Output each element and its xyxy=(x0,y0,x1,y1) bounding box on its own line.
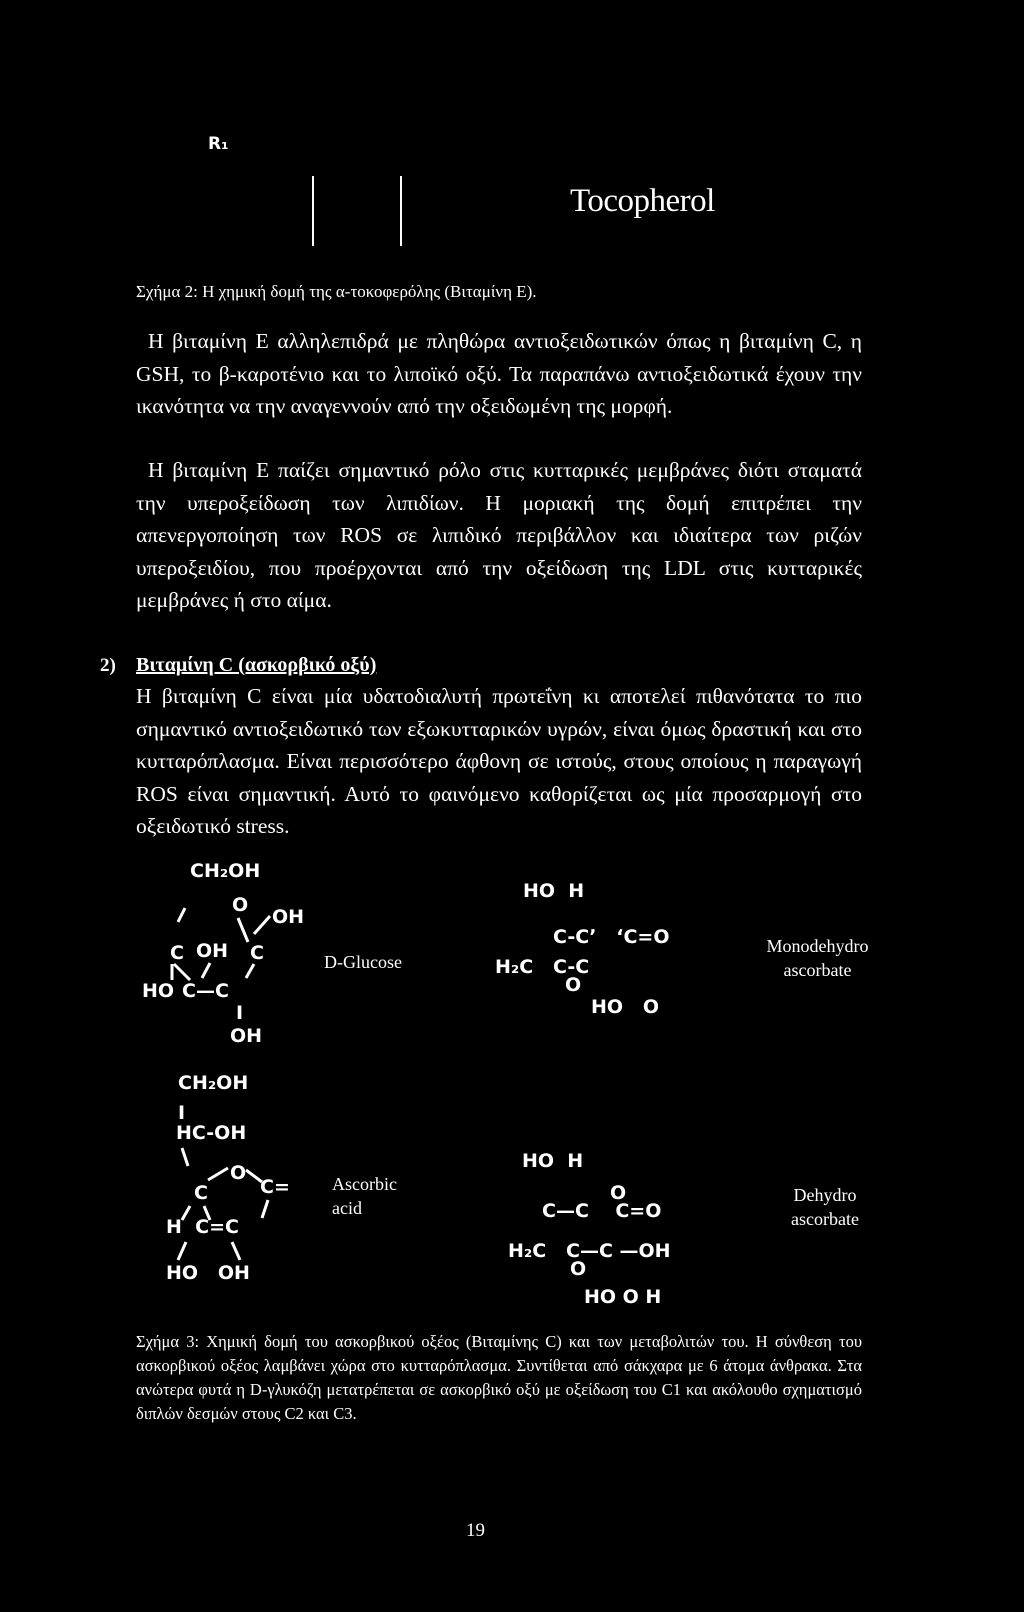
dehydro-structure xyxy=(498,1150,738,1310)
dehydro-row2: H₂C C—C —OH xyxy=(508,1240,671,1262)
glucose-oh-mid: OH xyxy=(196,940,229,962)
paragraph-vitamin-e-interactions: Η βιταμίνη Ε αλληλεπιδρά με πληθώρα αντιοξειδωτικών όπως η βιταμίνη C, η GSH, το β-καροτένιο και το λιποϊκό οξύ. Τα παραπάνω αντιοξειδωτικά έχουν την ικανότητα να την αναγεννούν από την οξειδωμένη της μορφή. xyxy=(136,329,862,418)
glucose-oh-top: OH xyxy=(272,906,305,928)
r1-label: R₁ xyxy=(208,134,229,154)
ascorbic-h-c-c: H C=C xyxy=(166,1216,239,1238)
section-heading: Βιταμίνη C (ασκορβικό οξύ) xyxy=(136,654,377,676)
ascorbic-i: I xyxy=(178,1102,186,1124)
monodehydro-row3: HO O xyxy=(591,996,660,1018)
monodehydro-structure xyxy=(495,880,725,1030)
monodehydro-name-line2: ascorbate xyxy=(783,960,852,980)
ascorbic-ho-oh: HO OH xyxy=(166,1262,250,1284)
structure-line-left xyxy=(312,176,314,246)
ascorbic-ch2oh: CH₂OH xyxy=(178,1072,249,1094)
glucose-oh-bottom: OH xyxy=(230,1025,263,1047)
dehydro-row3: HO O H xyxy=(584,1286,662,1308)
section-number: 2) xyxy=(100,655,116,676)
dehydro-name xyxy=(760,1183,890,1231)
dehydro-o: O xyxy=(610,1182,627,1204)
glucose-ho: HO xyxy=(142,980,175,1002)
glucose-c-low: C—C xyxy=(182,980,229,1002)
monodehydro-row1: C-Cʼ ʻC=O xyxy=(553,926,670,948)
monodehydro-o: O xyxy=(565,974,582,996)
dehydro-name-line2: ascorbate xyxy=(791,1209,859,1229)
monodehydro-row2: H₂C C-C xyxy=(495,956,590,978)
ascorbic-name-line2: acid xyxy=(332,1198,362,1218)
dehydro-o2: O xyxy=(570,1258,587,1280)
ascorbic-c: C xyxy=(194,1182,208,1204)
figure3-caption: Σχήμα 3: Χημική δομή του ασκορβικού οξέος (Βιταμίνης C) και των μεταβολιτών του. Η σύνθεση του ασκορβικού οξέος λαμβάνει χώρα στο κυτταρόπλασμα. Συντίθεται από σάκχαρα με 6 άτομα άνθρακα. Στα ανώτερα φυτά η D-γλυκόζη μετατρέπεται σε ασκορβικό οξύ με οξείδωση του C1 και ακόλουθο σχηματισμό διπλών δεσμών στους C2 και C3. xyxy=(136,1332,862,1423)
glucose-structure xyxy=(142,860,320,1047)
glucose-bonds xyxy=(150,860,320,1050)
glucose-c-mid: C xyxy=(250,942,264,964)
figure2-caption: Σχήμα 2: Η χημική δομή της α-τοκοφερόλης (Βιταμίνη Ε). xyxy=(136,282,537,301)
glucose-i: I xyxy=(236,1002,244,1024)
glucose-ch2oh: CH₂OH xyxy=(190,860,261,882)
ascorbic-name xyxy=(332,1172,397,1220)
dehydro-row1: C—C C=O xyxy=(542,1200,662,1222)
ascorbic-name-line1: Ascorbic xyxy=(332,1174,397,1194)
paragraph-vitamin-c: Η βιταμίνη C είναι μία υδατοδιαλυτή πρωτεΐνη κι αποτελεί πιθανότατα το πιο σημαντικό αντιοξειδωτικό των εξωκυτταρικών υγρών, είναι όμως δραστική και στο κυτταρόπλασμα. Είναι περισσότερο άφθονη σε ιστούς, στους οποίους η παραγωγή ROS είναι σημαντική. Αυτό το φαινόμενο καθορίζεται ως μία προσαρμογή στο οξειδωτικό stress. xyxy=(136,684,862,838)
glucose-name: D-Glucose xyxy=(324,952,402,972)
ascorbic-structure xyxy=(148,1072,308,1292)
monodehydro-ho-h: HO H xyxy=(523,880,585,902)
ascorbic-o: O xyxy=(230,1162,247,1184)
glucose-o: O xyxy=(232,894,249,916)
tocopherol-label: Tocopherol xyxy=(570,183,715,219)
glucose-c-left: C xyxy=(170,942,184,964)
monodehydro-name xyxy=(745,934,890,982)
structure-line-right xyxy=(400,176,402,246)
paragraph-vitamin-e-membranes: Η βιταμίνη Ε παίζει σημαντικό ρόλο στις κυτταρικές μεμβράνες διότι σταματά την υπεροξείδωση των λιπιδίων. Η μοριακή της δομή επιτρέπει την απενεργοποίηση των ROS σε λιπιδικό περιβάλλον και ιδιαίτερα των ριζών υπεροξειδίου, που προέρχονται από την οξείδωση της LDL στις κυτταρικές μεμβράνες ή στο αίμα. xyxy=(136,458,862,612)
monodehydro-name-line1: Monodehydro xyxy=(766,936,869,956)
ascorbic-bonds xyxy=(148,1072,308,1292)
dehydro-ho-h: HO H xyxy=(522,1150,584,1172)
page-number: 19 xyxy=(466,1520,485,1541)
ascorbic-hc-oh: HC-OH xyxy=(176,1122,247,1144)
ascorbic-c-eq: C= xyxy=(260,1176,290,1198)
dehydro-name-line1: Dehydro xyxy=(793,1185,857,1205)
